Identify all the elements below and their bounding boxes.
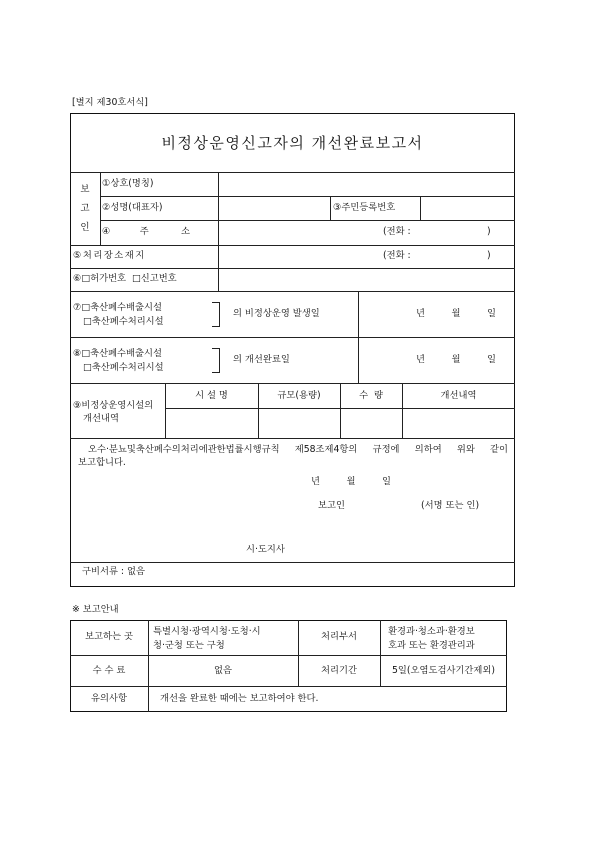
signature-note: (서명 또는 인) (421, 500, 480, 511)
completion-treatment-facility-option: □축산폐수처리시설 (83, 362, 164, 373)
completion-date: 년 월 일 (416, 354, 496, 365)
guide-submit-label: 보고하는 곳 (85, 631, 133, 642)
guide-submit-value: 청·군청 또는 구청 (153, 640, 225, 651)
address-phone-close: ) (487, 226, 491, 237)
grid-line-h (70, 268, 515, 269)
guide-department-value: 호과 또는 환경관리과 (388, 640, 475, 651)
grid-line-h (70, 245, 515, 246)
column-header-facility-name: 시 설 명 (195, 390, 228, 401)
representative-name-label: ②성명(대표자) (102, 202, 163, 213)
guide-department-value: 환경과·청소과·환경보 (388, 626, 475, 637)
grid-line-h (70, 337, 515, 338)
form-number: [별지 제30호서식] (72, 97, 148, 108)
guide-period-value: 5일(오염도검사기간제외) (392, 665, 495, 676)
site-phone-open: (전화 : (383, 250, 411, 261)
grid-line-h (70, 291, 515, 292)
grid-line-v (218, 172, 219, 291)
bracket-mark (212, 348, 220, 373)
column-header-improvement: 개선내역 (440, 390, 477, 401)
reporter-group-label: 보고인 (80, 184, 90, 233)
grid-line-v (330, 196, 331, 220)
form-title: 비정상운영신고자의 개선완료보고서 (161, 134, 424, 152)
abnormal-treatment-facility-option: □축산폐수처리시설 (83, 316, 164, 327)
abnormal-date-label: 의 비정상운영 발생일 (233, 308, 320, 319)
bracket-mark (212, 302, 220, 327)
column-header-capacity: 규모(용량) (277, 390, 321, 401)
addressee: 시·도지사 (246, 544, 285, 555)
guide-department-label: 처리부서 (321, 631, 357, 642)
site-location-label: ⑤처리장소재지 (73, 250, 146, 261)
grid-line-h (100, 220, 515, 221)
permit-number-label: ⑥□허가번호 □신고번호 (73, 273, 177, 284)
abnormal-discharge-facility-option: ⑦□축산폐수배출시설 (73, 302, 162, 313)
statement-text: 오수·분뇨및축산폐수의처리에관한법률시행규칙 제58조제4항의 규정에 의하여 위와 같이 (88, 444, 508, 455)
completion-discharge-facility-option: ⑧□축산폐수배출시설 (73, 348, 162, 359)
statement-text: 보고합니다. (78, 457, 126, 468)
completion-date-label: 의 개선완료일 (233, 354, 290, 365)
address-label: ④주 소 (102, 226, 190, 237)
guide-note-value: 개선을 완료한 때에는 보고하여야 한다. (160, 693, 319, 704)
site-phone-close: ) (487, 250, 491, 261)
reporter-signature-label: 보고인 (318, 500, 345, 511)
grid-line-h (100, 196, 515, 197)
abnormal-date: 년 월 일 (416, 308, 496, 319)
address-phone-open: (전화 : (383, 226, 411, 237)
improvement-label: ⑨비정상운영시설의 (73, 400, 154, 411)
improvement-label: 개선내역 (83, 413, 119, 424)
report-date: 년 월 일 (311, 476, 391, 487)
column-header-quantity: 수 량 (359, 390, 383, 401)
guide-grid-line-h (70, 686, 507, 687)
grid-line-h (70, 383, 515, 384)
guide-grid-line-v (380, 620, 381, 686)
grid-line-v (358, 291, 359, 383)
grid-line-h (70, 438, 515, 439)
resident-number-label: ③주민등록번호 (333, 202, 396, 213)
grid-line-v (420, 196, 421, 220)
guide-fee-value: 없음 (214, 665, 232, 676)
guide-grid-line-v (298, 620, 299, 686)
guide-submit-value: 특별시청·광역시청·도청·시 (153, 626, 261, 637)
guide-fee-label: 수 수 료 (92, 665, 126, 676)
required-documents: 구비서류 : 없음 (82, 566, 145, 577)
grid-line-h (70, 172, 515, 173)
guide-period-label: 처리기간 (321, 665, 357, 676)
trade-name-label: ①상호(명칭) (102, 178, 154, 189)
grid-line-v (100, 172, 101, 245)
grid-line-h (70, 562, 515, 563)
guide-note-label: 유의사항 (91, 693, 127, 704)
guide-grid-line-h (70, 655, 507, 656)
guide-heading: ※ 보고안내 (72, 604, 119, 615)
